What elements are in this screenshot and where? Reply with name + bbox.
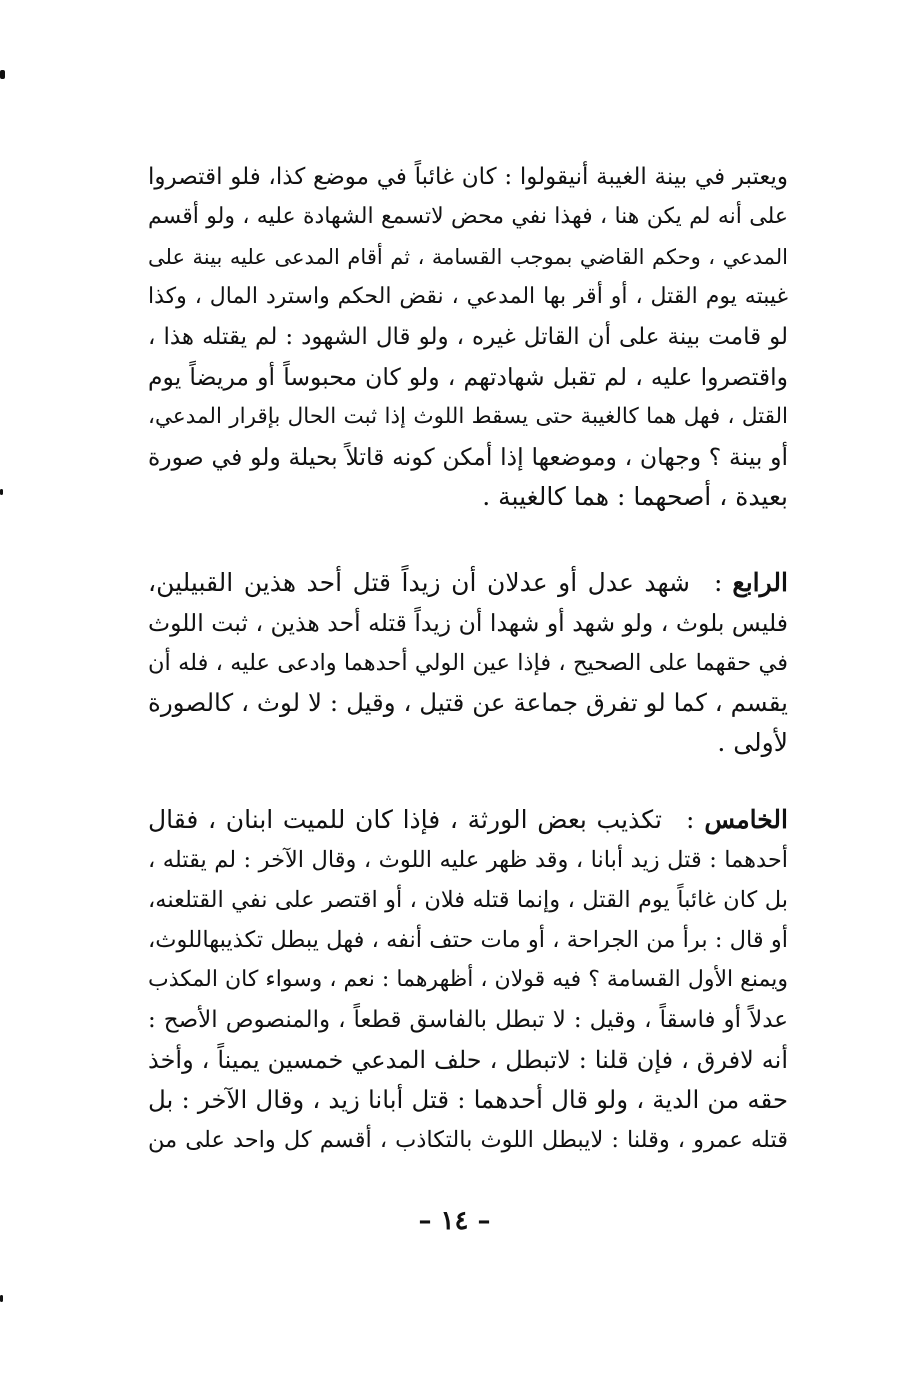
text-line: ويمنع الأول القسامة ؟ فيه قولان ، أظهرهما : نعم ، وسواء كان المكذب: [148, 967, 788, 992]
text-line: حقه من الدية ، ولو قال أحدهما : قتل أبانا زيد ، وقال الآخر : بل: [148, 1085, 788, 1114]
text-line: فليس بلوث ، ولو شهد أو شهدا أن زيداً قتله أحد هذين ، ثبت اللوث: [148, 609, 788, 637]
text-line: أنه لافرق ، فإن قلنا : لاتبطل ، حلف المدعي خمسين يميناً ، وأخذ: [148, 1046, 789, 1074]
text-line: واقتصروا عليه ، لم تقبل شهادتهم ، ولو كان محبوساً أو مريضاً يوم: [148, 363, 788, 391]
text-line-with-heading: [148, 800, 788, 840]
page-number: – ١٤ –: [418, 1206, 491, 1236]
text-line: أو بينة ؟ وجهان ، وموضعها إذا أمكن كونه قاتلاً بحيلة ولو في صورة: [148, 443, 788, 471]
heading-colon: :: [713, 568, 723, 597]
text-line: على أنه لم يكن هنا ، فهذا نفي محض لاتسمع الشهادة عليه ، ولو أقسم: [148, 204, 788, 229]
text-line: يقسم ، كما لو تفرق جماعة عن قتيل ، وقيل : لا لوث ، كالصورة: [148, 688, 788, 717]
scan-edge-mark: [0, 1295, 3, 1302]
text-line: لو قامت بينة على أن القاتل غيره ، ولو قال الشهود : لم يقتله هذا ،: [148, 324, 788, 350]
heading-colon: :: [685, 805, 695, 834]
text-line: في حقهما على الصحيح ، فإذا عين الولي أحدهما وادعى عليه ، فله أن: [148, 650, 788, 676]
paragraph-absence-evidence: [148, 157, 788, 517]
text-line: غيبته يوم القتل ، أو أقر بها المدعي ، نقض الحكم واسترد المال ، وكذا: [148, 284, 788, 309]
text-line: المدعي ، وحكم القاضي بموجب القسامة ، ثم أقام المدعى عليه بينة على: [148, 245, 788, 269]
paragraph-fourth: [148, 563, 788, 763]
text-line: القتل ، فهل هما كالغيبة حتى يسقط اللوث إذا ثبت الحال بإقرار المدعي،: [148, 404, 788, 429]
text-line: بعيدة ، أصحهما : هما كالغيبة .: [482, 482, 788, 511]
section-heading: الرابع: [732, 568, 788, 597]
text-line: قتله عمرو ، وقلنا : لايبطل اللوث بالتكاذب ، أقسم كل واحد على من: [148, 1127, 788, 1153]
text-line-rest: تكذيب بعض الورثة ، فإذا كان للميت ابنان ، فقال: [148, 805, 662, 834]
text-line: أحدهما : قتل زيد أبانا ، وقد ظهر عليه اللوث ، وقال الآخر : لم يقتله ،: [148, 847, 788, 873]
text-line: بل كان غائباً يوم القتل ، وإنما قتله فلان ، أو اقتصر على نفي القتلعنه،: [148, 887, 788, 913]
text-line: عدلاً أو فاسقاً ، وقيل : لا تبطل بالفاسق قطعاً ، والمنصوص الأصح :: [148, 1007, 788, 1033]
text-line-rest: شهد عدل أو عدلان أن زيداً قتل أحد هذين القبيلين،: [148, 568, 690, 597]
text-line: أو قال : برأ من الجراحة ، أو مات حتف أنفه ، فهل يبطل تكذيبهاللوث،: [148, 927, 788, 953]
text-line: ويعتبر في بينة الغيبة أنيقولوا : كان غائباً في موضع كذا، فلو اقتصروا: [148, 164, 788, 190]
text-line-with-heading: [148, 563, 788, 603]
paragraph-fifth: [148, 800, 788, 1160]
text-line: لأولى .: [717, 728, 788, 757]
scan-edge-mark: [0, 489, 3, 495]
scan-edge-mark: [0, 70, 5, 79]
section-heading: الخامس: [704, 805, 788, 834]
